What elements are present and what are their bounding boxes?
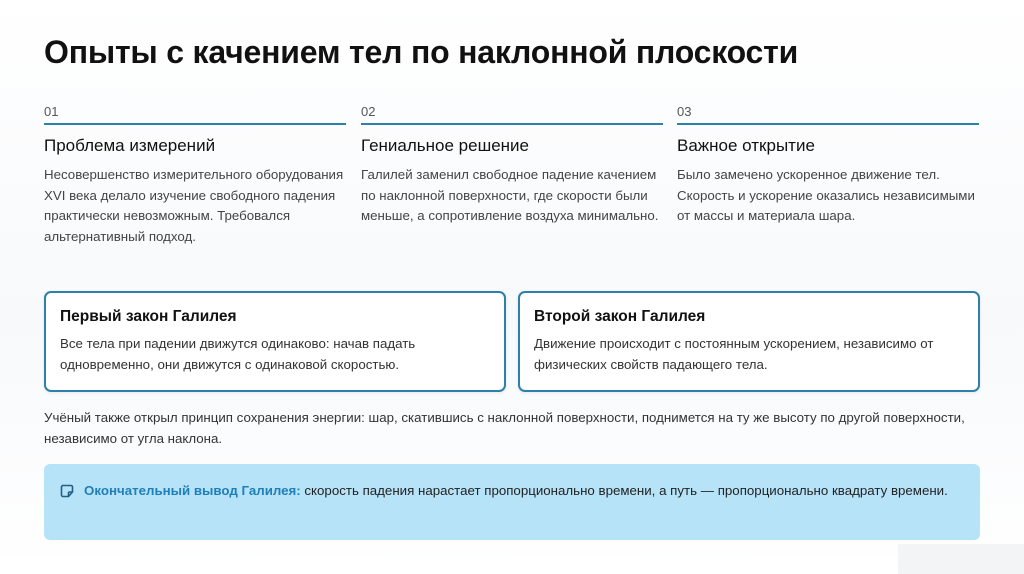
corner-decoration [898,544,1024,574]
callout-label: Окончательный вывод Галилея: [84,483,301,498]
column-number: 02 [361,104,663,125]
column-heading: Гениальное решение [361,136,529,155]
card-text: Все тела при падении движутся одинаково: начав падать одновременно, они движутся с одинаковой скоростью. [60,336,416,372]
page-title: Опыты с качением тел по наклонной плоскости [44,34,799,70]
column-number: 03 [677,104,979,125]
first-law-card [44,291,506,392]
column-heading: Проблема измерений [44,136,216,155]
card-heading: Второй закон Галилея [534,308,706,325]
column-important-discovery [677,104,979,227]
column-measurement-problem [44,104,346,247]
energy-conservation-text: Учёный также открыл принцип сохранения энергии: шар, скатившись с наклонной поверхности, поднимется на ту же высоту по другой поверхности, независимо от угла наклона. [44,410,965,446]
card-heading: Первый закон Галилея [60,308,237,325]
column-number: 01 [44,104,346,125]
column-text: Галилей заменил свободное падение качением по наклонной поверхности, где скорости были меньше, а сопротивление воздуха минимально. [361,167,659,223]
column-heading: Важное открытие [677,136,815,155]
conclusion-callout [44,464,980,540]
second-law-card [518,291,980,392]
column-brilliant-solution [361,104,663,227]
column-text: Было замечено ускоренное движение тел. Скорость и ускорение оказались независимыми от массы и материала шара. [677,167,975,223]
card-text: Движение происходит с постоянным ускорением, независимо от физических свойств падающего тела. [534,336,934,372]
callout-text: скорость падения нарастает пропорционально времени, а путь — пропорционально квадрату времени. [300,483,948,498]
column-text: Несовершенство измерительного оборудования XVI века делало изучение свободного падения практически невозможным. Требовался альтернативный подход. [44,167,344,244]
note-icon [60,484,74,501]
